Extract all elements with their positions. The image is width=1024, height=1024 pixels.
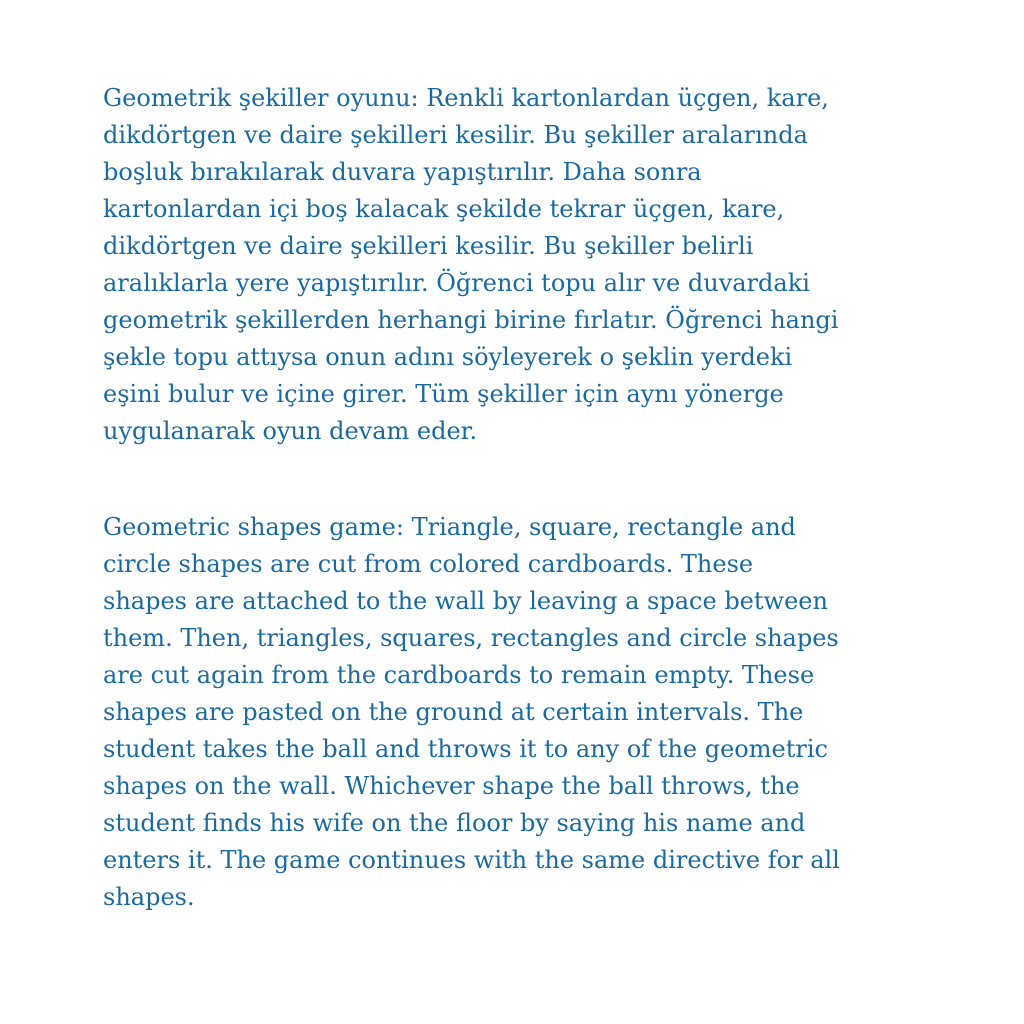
turkish-paragraph: Geometrik şekiller oyunu: Renkli kartonlardan üçgen, kare, dikdörtgen ve daire şekilleri kesilir. Bu şekiller aralarında boşluk bırakılarak duvara yapıştırılır. Daha sonra kartonlardan içi boş kalacak şekilde tekrar üçgen, kare, dikdörtgen ve daire şekilleri kesilir. Bu şekiller belirli aralıklarla yere yapıştırılır. Öğrenci topu alır ve duvardaki geometrik şekillerden herhangi birine fırlatır. Öğrenci hangi şekle topu attıysa onun adını söyleyerek o şeklin yerdeki eşini bulur ve içine girer. Tüm şekiller için aynı yönerge uygulanarak oyun devam eder. — [103, 84, 839, 445]
english-paragraph: Geometric shapes game: Triangle, square, rectangle and circle shapes are cut from colored cardboards. These shapes are attached to the wall by leaving a space between them. Then, triangles, squares, rectangles and circle shapes are cut again from the cardboards to remain empty. These shapes are pasted on the ground at certain intervals. The student takes the ball and throws it to any of the geometric shapes on the wall. Whichever shape the ball throws, the student finds his wife on the floor by saying his name and enters it. The game continues with the same directive for all shapes. — [103, 513, 840, 911]
